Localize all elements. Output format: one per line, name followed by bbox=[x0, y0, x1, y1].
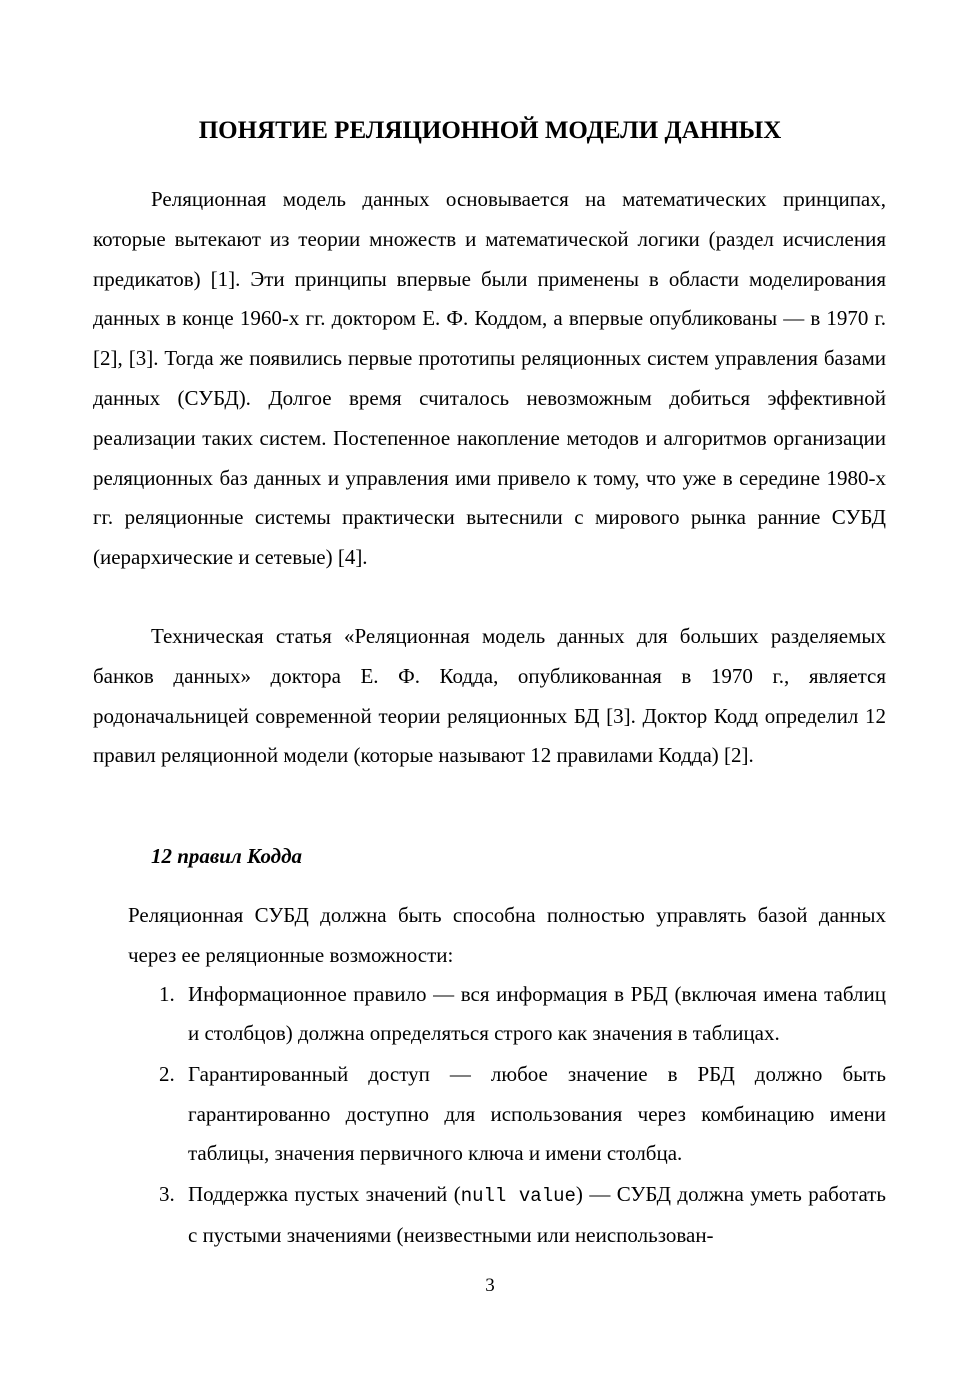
list-item-number: 3. bbox=[159, 1182, 175, 1207]
inline-code: null value bbox=[460, 1185, 576, 1208]
page-number: 3 bbox=[485, 1275, 495, 1296]
list-item-number: 2. bbox=[159, 1062, 175, 1087]
list-item-text: Гарантированный доступ — любое значение в РБД должно быть гарантированно доступно для использования через комбинацию имени таблицы, значения первичного ключа и имени столбца. bbox=[188, 1062, 886, 1165]
rules-intro: Реляционная СУБД должна быть способна полностью управлять базой данных через ее реляционные возможности: bbox=[128, 903, 886, 967]
codd-rules-list bbox=[150, 975, 886, 1257]
page-title: ПОНЯТИЕ РЕЛЯЦИОННОЙ МОДЕЛИ ДАННЫХ bbox=[198, 117, 782, 144]
list-item bbox=[150, 975, 886, 1053]
list-item-text-after: ) — СУБД должна уметь работать с пустыми значениями (неизвестными или неиспользован- bbox=[188, 1182, 886, 1248]
list-item-text: Информационное правило — вся информация в РБД (включая имена таблиц и столбцов) должна определяться строго как значения в таблицах. bbox=[188, 982, 886, 1046]
list-item-text-before: Поддержка пустых значений ( bbox=[188, 1182, 461, 1207]
paragraph-relational-model-origins bbox=[93, 180, 886, 578]
paragraph-codd-article bbox=[93, 617, 886, 776]
paragraph-text: Реляционная модель данных основывается на математических принципах, которые вытекают из теории множеств и математической логики (раздел исчисления предикатов) [1]. Эти принципы впервые были применены в области моделирования данных в конце 1960-х гг. доктором Е. Ф. Коддом, а впервые опубликованы — в 1970 г. [2], [3]. Тогда же появились первые прототипы реляционных систем управления базами данных (СУБД). Долгое время считалось невозможным добиться эффективной реализации таких систем. Постепенное накопление методов и алгоритмов организации реляционных баз данных и управления ими привело к тому, что уже в середине 1980-х гг. реляционные системы практически вытеснили с мирового рынка ранние СУБД (иерархические и сетевые) [4]. bbox=[93, 187, 886, 570]
list-item bbox=[150, 1055, 886, 1173]
paragraph-text: Техническая статья «Реляционная модель данных для больших разделяемых банков данных» доктора Е. Ф. Кодда, опубликованная в 1970 г., является родоначальницей современной теории реляционных БД [3]. Доктор Кодд определил 12 правил реляционной модели (которые называют 12 правилами Кодда) [2]. bbox=[93, 624, 886, 768]
list-item bbox=[150, 1175, 886, 1255]
list-item-number: 1. bbox=[159, 982, 175, 1006]
section-heading-codd-rules: 12 правил Кодда bbox=[151, 844, 303, 868]
